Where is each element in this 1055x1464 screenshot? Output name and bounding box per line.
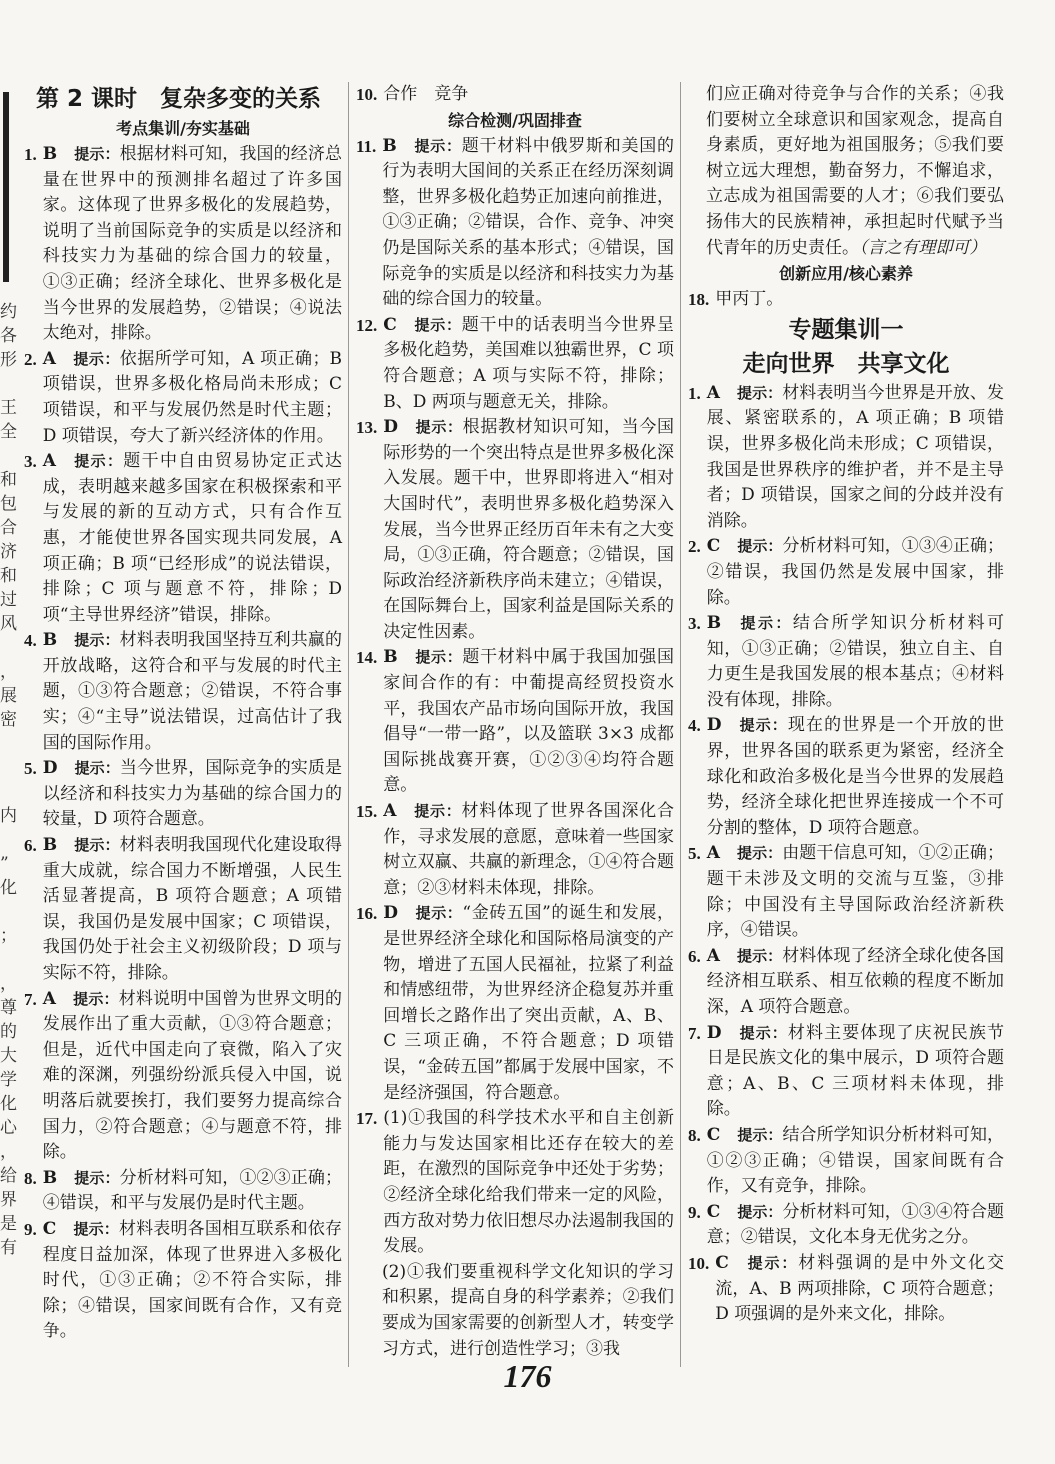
answer-number: 5. xyxy=(688,844,701,864)
section-title-innovation: 创新应用/核心素养 xyxy=(779,264,913,284)
hint-label: 提示： xyxy=(737,537,783,556)
answer-number: 9. xyxy=(688,1202,701,1222)
hint-label: 提示： xyxy=(736,946,783,965)
answer-text xyxy=(43,1217,342,1345)
answer-item xyxy=(24,987,342,1166)
explanation-text: 现在的世界是一个开放的世界，世界各国的联系更为紧密，经济全球化和政治多极化是当今世界的发展趋势，经济全球化把世界连接成一个不可分割的整体，D 项符合题意。 xyxy=(706,715,1004,838)
answer-item xyxy=(356,901,674,1106)
hint-label: 提示： xyxy=(74,759,120,778)
answer-choice: A xyxy=(706,843,720,864)
hint-label: 提示： xyxy=(415,904,463,923)
answer-continuation xyxy=(688,82,1004,261)
answer-item xyxy=(688,1123,1004,1200)
answer-text xyxy=(715,1251,1004,1328)
answer-number: 16. xyxy=(356,904,378,924)
explanation-text: “金砖五国”的诞生和发展，是世界经济全球化和国际格局演变的产物，增进了五国人民福祉，拉紧了利益和情感纽带，为世界经济企稳复苏并重回增长之路作出了突出贡献，A、B、C 三项正确，不符合题意；D 项错误，“金砖五国”都属于发展中国家，不是经济强国，符合题意。 xyxy=(383,903,674,1103)
hint-label: 提示： xyxy=(413,802,462,821)
answer-text xyxy=(43,756,342,833)
hint-label: 提示： xyxy=(415,418,463,437)
answer-text xyxy=(707,713,1004,841)
answer-item xyxy=(688,1251,1004,1328)
edge-bar xyxy=(3,92,9,282)
explanation-text: 依据所学可知，A 项正确；B 项错误，世界多极化格局尚未形成；C 项错误，和平与发展仍然是时代主题；D 项错误，夸大了新兴经济体的作用。 xyxy=(42,348,342,446)
continuation-text: 们应正确对待竞争与合作的关系；④我们要树立全球意识和国家观念，提高自身素质，更好地为祖国服务；⑤我们要树立远大理想，勤奋努力，不懈追求，立志成为祖国需要的人才；⑥我们要弘扬伟大的民族精神，承担起时代赋予当代青年的历史责任。 xyxy=(706,84,1004,258)
hint-label: 提示： xyxy=(74,145,120,163)
answer-choice: A xyxy=(383,801,397,822)
answer-number: 11. xyxy=(356,136,377,156)
answer-number: 18. xyxy=(688,290,710,310)
explanation-text: 结合所学知识分析材料可知，①③正确；②错误，独立自主、自力更生是我国发展的根本基点；④材料没有体现，排除。 xyxy=(706,613,1004,710)
answer-item xyxy=(688,713,1004,841)
hint-label: 提示： xyxy=(413,136,462,155)
answer-text xyxy=(43,142,342,347)
answer-item xyxy=(688,611,1004,713)
answer-choice: C xyxy=(383,314,397,335)
hint-label: 提示： xyxy=(736,844,783,863)
answer-number: 1. xyxy=(24,145,37,164)
answer-item xyxy=(356,799,674,901)
answer-number: 15. xyxy=(356,802,378,822)
explanation-text: 题干中自由贸易协定正式达成，表明越来越多国家在积极探索和平与发展的新的互动方式，只有合作互惠，才能使世界各国实现共同发展，A 项正确；B 项“已经形成”的说法错误，排除；C 项与题意不符，排除；D 项“主导世界经济”错误，排除。 xyxy=(42,451,342,625)
answer-choice: C xyxy=(706,1124,721,1145)
answer-choice: B xyxy=(42,630,58,651)
answer-item xyxy=(688,841,1004,943)
answer-choice: A xyxy=(706,382,720,403)
left-edge-strip xyxy=(0,80,18,1360)
answer-number: 3. xyxy=(24,452,37,472)
answer-text xyxy=(707,1021,1004,1123)
answer-text xyxy=(383,645,674,799)
topic-subtitle: 走向世界 共享文化 xyxy=(742,350,950,377)
answer-item xyxy=(24,347,342,449)
hint-label: 提示： xyxy=(72,989,119,1008)
explanation-text: 材料说明中国曾为世界文明的发展作出了重大贡献，①③符合题意；但是，近代中国走向了衰微，陷入了灾难的深渊，列强纷纷派兵侵入中国，说明落后就要挨打，我们要努力提高综合国力，②符合题意；④与题意不符，排除。 xyxy=(42,988,342,1163)
explanation-text: 题干材料中俄罗斯和美国的行为表明大国间的关系正在经历深刻调整，世界多极化趋势正加速向前推进，①③正确；②错误，合作、竞争、冲突仍是国际关系的基本形式；④错误，国际竞争的实质是以经济和科技实力为基础的综合国力的较量。 xyxy=(382,135,674,310)
explanation-text: 材料体现了经济全球化使各国经济相互联系、相互依赖的程度不断加深，A 项符合题意。 xyxy=(706,945,1004,1017)
answer-number: 7. xyxy=(24,989,37,1009)
answer-number: 10. xyxy=(356,85,378,104)
answer-item xyxy=(356,134,674,313)
hint-label: 提示： xyxy=(74,836,120,855)
answer-number: 6. xyxy=(24,836,37,856)
answer-number: 8. xyxy=(24,1168,37,1188)
explanation-text: 由题干信息可知，①②正确；题干未涉及文明的交流与互鉴，③排除；中国没有主导国际政治经济新秩序，④错误。 xyxy=(706,843,1004,941)
answer-item xyxy=(688,534,1004,611)
answer-item xyxy=(24,1217,342,1345)
explanation-text: 题干材料中属于我国加强国家间合作的有：中葡提高经贸投资水平，我国农产品市场向国际开放，我国倡导“一带一路”，以及篮联 3×3 成都国际挑战赛开赛，①②③④均符合题意。 xyxy=(383,647,674,796)
answer-list xyxy=(356,134,674,1260)
answer-choice: C xyxy=(706,536,721,557)
section-title-review: 综合检测/巩固排查 xyxy=(448,110,582,130)
answer-text xyxy=(382,134,674,313)
explanation-text: 根据材料可知，我国的经济总量在世界中的预测排名超过了许多国家。这体现了世界多极化的发展趋势，说明了当前国际竞争的实质是以经济和科技实力为基础的综合国力的较量，①③正确；经济全球化、世界多极化是当今世界的发展趋势，②错误；④说法太绝对，排除。 xyxy=(42,144,342,344)
hint-label: 提示： xyxy=(74,1168,120,1187)
answer-number: 6. xyxy=(688,946,701,966)
column-2 xyxy=(356,82,674,1362)
answer-choice: D xyxy=(706,715,722,736)
answer-item xyxy=(24,449,342,628)
explanation-text: 分析材料可知，①③④符合题意；②错误，文化本身无优劣之分。 xyxy=(706,1201,1004,1248)
answer-choice: B xyxy=(383,647,398,668)
answer-list xyxy=(688,381,1004,1328)
answer-number: 1. xyxy=(688,383,701,403)
topic-title: 专题集训一 xyxy=(788,316,904,343)
answer-choice: D xyxy=(383,417,398,438)
explanation-text: 当今世界，国际竞争的实质是以经济和科技实力为基础的综合国力的较量，D 项符合题意。 xyxy=(42,758,342,830)
answer-list xyxy=(24,142,342,1345)
answer-number: 3. xyxy=(688,614,701,634)
answer-choice: D xyxy=(383,903,398,924)
answer-text xyxy=(383,1106,674,1260)
answer-subpart: (2)①我们要重视科学文化知识的学习和积累，提高自身的科学素养；②我们要成为国家需要的创新型人才，转变学习方式，进行创造性学习；③我 xyxy=(382,1261,674,1359)
hint-label: 提示： xyxy=(737,1202,783,1221)
explanation-text: 根据教材知识可知，当今国际形势的一个突出特点是世界多极化深入发展。题干中，世界即将进入“相对大国时代”，表明世界多极化趋势深入发展，当今世界正经历百年未有之大变局，①③正确，符合题意；②错误，国际政治经济新秩序尚未建立；④错误，在国际舞台上，国家利益是国际关系的决定性因素。 xyxy=(383,417,674,642)
explanation-text: 分析材料可知，①②③正确；④错误，和平与发展仍是时代主题。 xyxy=(42,1167,342,1214)
hint-label: 提示： xyxy=(738,1023,788,1042)
edge-glyphs: 约 各 形 王 全 和 包 合 济 和 过 风 ， 展 密 内 ” 化 ； ， 尊 的 大 学 化 心 ， 给 界 是 有 xyxy=(0,302,17,1258)
answer-text xyxy=(43,987,342,1166)
answer-item xyxy=(24,833,342,987)
answer-choice: B xyxy=(42,835,58,856)
answer-text xyxy=(707,534,1004,611)
page-number: 176 xyxy=(503,1358,552,1394)
answer-text: 合作 竞争 xyxy=(383,84,469,104)
answer-text xyxy=(43,628,342,756)
answer-choice: B xyxy=(706,613,722,634)
answer-item xyxy=(24,628,342,756)
answer-item xyxy=(24,142,342,347)
answer-choice: C xyxy=(706,1201,721,1222)
answer-choice: B xyxy=(42,1167,58,1188)
answer-text xyxy=(707,381,1004,535)
answer-number: 4. xyxy=(24,631,37,651)
answer-text xyxy=(383,415,674,645)
answer-item xyxy=(688,381,1004,535)
answer-text xyxy=(383,901,674,1106)
answer-text xyxy=(43,449,342,628)
answer-number: 17. xyxy=(356,1109,378,1129)
answer-item xyxy=(356,313,674,415)
answer-number: 10. xyxy=(688,1253,710,1273)
hint-label: 提示： xyxy=(738,614,793,633)
hint-label: 提示： xyxy=(745,1253,799,1272)
answer-choice: A xyxy=(42,451,56,472)
section-title-basics: 考点集训/夯实基础 xyxy=(116,119,250,138)
answer-text xyxy=(383,313,674,415)
hint-label: 提示： xyxy=(414,648,463,667)
answer-number: 2. xyxy=(24,349,37,369)
answer-number: 13. xyxy=(356,418,378,438)
answer-choice: D xyxy=(42,758,58,779)
answer-item xyxy=(24,1166,342,1217)
answer-number: 4. xyxy=(688,716,701,736)
answer-item xyxy=(356,1106,674,1260)
hint-label: 提示： xyxy=(72,349,120,368)
explanation-text: 材料表明我国现代化建设取得重大成就，综合国力不断增强，人民生活显著提高，B 项符合题意；A 项错误，我国仍是发展中国家；C 项错误，我国仍处于社会主义初级阶段；D 项与实际不符，排除。 xyxy=(42,835,342,983)
answer-number: 14. xyxy=(356,648,378,668)
answer-choice: A xyxy=(42,988,56,1009)
column-divider-1 xyxy=(348,82,349,1367)
column-divider-2 xyxy=(680,82,681,1367)
answer-choice: A xyxy=(706,945,720,966)
answer-text xyxy=(707,944,1004,1021)
answer-number: 2. xyxy=(688,537,701,557)
answer-text xyxy=(707,1200,1004,1251)
answer-text xyxy=(43,833,342,987)
answer-number: 9. xyxy=(24,1219,37,1239)
answer-item xyxy=(688,1200,1004,1251)
answer-number: 5. xyxy=(24,759,37,779)
answer-item xyxy=(356,82,674,108)
hint-label: 提示： xyxy=(736,383,783,402)
column-3 xyxy=(688,82,1004,1328)
answer-item xyxy=(356,645,674,799)
answer-choice: B xyxy=(382,135,397,156)
answer-choice: D xyxy=(706,1022,722,1043)
answer-choice: C xyxy=(42,1218,57,1239)
explanation-text: 材料强调的是中外文化交流，A、B 两项排除，C 项符合题意；D 项强调的是外来文化，排除。 xyxy=(715,1252,1004,1325)
answer-item xyxy=(688,1021,1004,1123)
answer-number: 12. xyxy=(356,315,378,335)
column-1 xyxy=(24,82,342,1345)
answer-text xyxy=(707,1123,1004,1200)
answer-choice: C xyxy=(715,1252,729,1273)
explanation-text: 题干中的话表明当今世界呈多极化趋势，美国难以独霸世界，C 项符合题意；A 项与实际不符，排除；B、D 两项与题意无关，排除。 xyxy=(383,314,674,412)
answer-item xyxy=(24,756,342,833)
explanation-text: 材料表明我国坚持互利共赢的开放战略，这符合和平与发展的时代主题，①③符合题意；②错误，不符合事实；④“主导”说法错误，过高估计了我国的国际作用。 xyxy=(42,630,342,753)
hint-label: 提示： xyxy=(72,452,124,471)
explanation-text: 材料主要体现了庆祝民族节日是民族文化的集中展示，D 项符合题意；A、B、C 三项材料未体现，排除。 xyxy=(706,1022,1004,1120)
answer-number: 7. xyxy=(688,1023,701,1043)
answer-text xyxy=(707,841,1004,943)
hint-label: 提示： xyxy=(737,1125,783,1144)
answer-text xyxy=(707,611,1004,713)
answer-text xyxy=(43,347,342,449)
explanation-text: (1)①我国的科学技术水平和自主创新能力与发达国家相比还存在较大的差距，在激烈的国际竞争中还处于劣势；②经济全球化给我们带来一定的风险，西方敌对势力依旧想尽办法遏制我国的发展。 xyxy=(383,1108,674,1257)
answer-text: 甲丙丁。 xyxy=(715,289,784,310)
answer-item xyxy=(688,287,1004,313)
answer-text xyxy=(383,799,674,901)
answer-number: 8. xyxy=(688,1125,701,1145)
explanation-text: 结合所学知识分析材料可知，①②③正确；④错误，国家间既有合作，又有竞争，排除。 xyxy=(706,1124,1004,1197)
answer-choice: A xyxy=(42,348,56,369)
hint-label: 提示： xyxy=(413,315,462,334)
hint-label: 提示： xyxy=(74,631,120,650)
answer-choice: B xyxy=(42,144,58,164)
answer-item xyxy=(688,944,1004,1021)
explanation-text: 材料体现了世界各国深化合作，寻求发展的意愿，意味着一些国家树立双赢、共赢的新理念，①④符合题意；②③材料未体现，排除。 xyxy=(383,801,674,898)
answer-item xyxy=(356,415,674,645)
explanation-text: 材料表明当今世界是开放、发展、紧密联系的，A 项正确；B 项错误，世界多极化尚未形成；C 项错误，我国是世界秩序的维护者，并不是主导者；D 项错误，国家之间的分歧并没有消除。 xyxy=(706,382,1004,531)
answer-text xyxy=(43,1166,342,1217)
explanation-text: 分析材料可知，①③④正确；②错误，我国仍然是发展中国家，排除。 xyxy=(706,536,1004,608)
hint-label: 提示： xyxy=(73,1219,119,1238)
lesson-title: 第 2 课时 复杂多变的关系 xyxy=(36,86,322,112)
hint-label: 提示： xyxy=(738,716,788,735)
continuation-note: （言之有理即可） xyxy=(859,237,987,258)
explanation-text: 材料表明各国相互联系和依存程度日益加深，体现了世界进入多极化时代，①③正确；②不符合实际，排除；④错误，国家间既有合作，又有竞争。 xyxy=(42,1218,342,1342)
